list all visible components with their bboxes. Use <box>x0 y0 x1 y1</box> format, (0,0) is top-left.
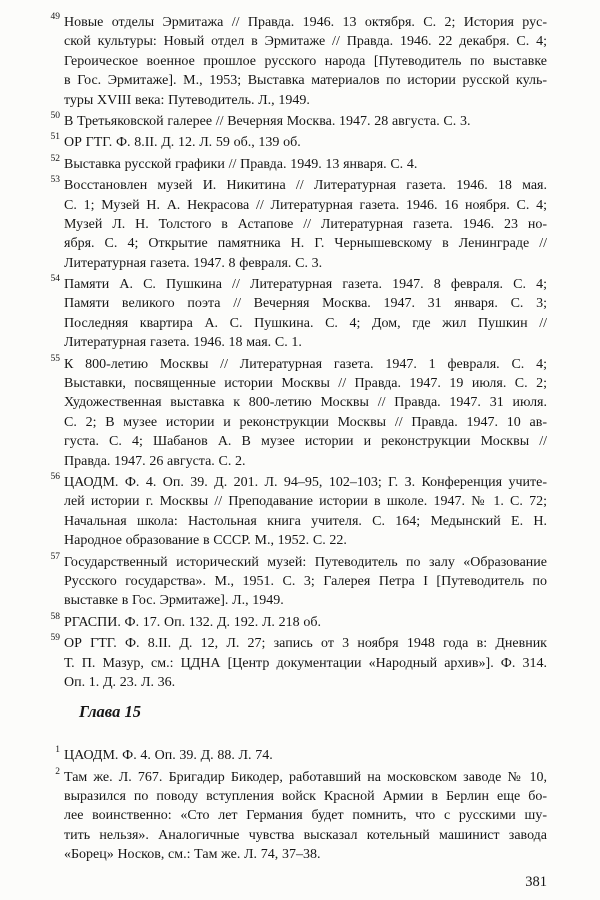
endnote-line: ября. С. 4; Открытие памятника Н. Г. Чернышевскому в Ленинграде // <box>64 236 547 252</box>
endnotes-text-block <box>50 12 547 891</box>
endnote-line: ЦАОДМ. Ф. 4. Оп. 39. Д. 201. Л. 94–95, 102–103; Г. З. Конференция учите- <box>64 474 547 490</box>
endnote-number: 54 <box>50 274 60 285</box>
endnote-number: 58 <box>50 611 60 622</box>
endnote-line: «Борец» Носков, см.: Там же. Л. 74, 37–38. <box>64 847 321 863</box>
endnote-line: Музей Л. Н. Толстого в Астапове // Литературная газета. 1946. 23 но- <box>64 216 547 232</box>
endnote-line: выставке в Гос. Эрмитаже]. Л., 1949. <box>64 593 284 609</box>
endnote-line: Русского государства». М., 1951. С. 3; Галерея Петра I [Путеводитель по <box>64 573 547 589</box>
endnote-57 <box>50 551 547 611</box>
endnote-line: К 800-летию Москвы // Литературная газета. 1947. 1 февраля. С. 4; <box>64 356 547 372</box>
endnote-line: ОР ГТГ. Ф. 8.II. Д. 12, Л. 27; запись от 3 ноября 1948 года в: Дневник <box>64 636 547 652</box>
endnote-number: 52 <box>50 153 60 164</box>
endnote-number: 53 <box>50 175 60 186</box>
endnote-line: Правда. 1947. 26 августа. С. 2. <box>64 453 246 469</box>
endnote-58 <box>50 611 547 632</box>
endnote-number: 50 <box>50 110 60 121</box>
endnote-line: Последняя квартира А. С. Пушкина. С. 4; Дом, где жил Пушкин // <box>64 315 547 331</box>
endnote-line: ской культуры: Новый отдел в Эрмитаже // Правда. 1946. 22 декабря. С. 4; <box>64 34 547 50</box>
endnote-line: Памяти А. С. Пушкина // Литературная газета. 1947. 8 февраля. С. 4; <box>64 277 547 293</box>
endnote-line: В Третьяковской галерее // Вечерняя Москва. 1947. 28 августа. С. 3. <box>64 113 471 129</box>
endnote-line: Государственный исторический музей: Путеводитель по залу «Образование <box>64 554 547 570</box>
endnote-line: ОР ГТГ. Ф. 8.II. Д. 12. Л. 59 об., 139 об. <box>64 135 301 151</box>
endnote-number: 57 <box>50 551 60 562</box>
endnote-line: Народное образование в СССР. М., 1952. С. 22. <box>64 533 347 549</box>
endnote-ch15-2 <box>55 766 547 865</box>
endnote-number: 59 <box>50 633 60 644</box>
endnote-line: туры XVIII века: Путеводитель. Л., 1949. <box>64 92 310 108</box>
endnote-line: лей истории г. Москвы // Преподавание истории в школе. 1947. № 1. С. 72; <box>64 494 547 510</box>
endnote-line: Выставки, посвященные истории Москвы // Правда. 1947. 19 июля. С. 2; <box>64 376 547 392</box>
endnote-line: Памяти великого поэта // Вечерняя Москва. 1947. 31 января. С. 3; <box>64 296 547 312</box>
endnote-number: 55 <box>50 353 60 364</box>
endnote-line: Оп. 1. Д. 23. Л. 36. <box>64 674 176 690</box>
endnote-50 <box>50 110 547 131</box>
endnote-line: Художественная выставка к 800-летию Москвы // Правда. 1947. 31 июля. <box>64 395 547 411</box>
endnote-line: ЦАОДМ. Ф. 4. Оп. 39. Д. 88. Л. 74. <box>64 748 273 764</box>
endnote-line: выразился по поводу вступления войск Красной Армии в Берлин еще бо- <box>64 789 547 805</box>
endnote-line: Начальная школа: Настольная книга учителя. С. 164; Медынский Е. Н. <box>64 513 547 529</box>
endnote-line: РГАСПИ. Ф. 17. Оп. 132. Д. 192. Л. 218 об. <box>64 614 321 630</box>
endnote-line: тить нельзя». Аналогичные чувства высказал котельный машинист завода <box>64 827 547 843</box>
endnote-line: густа. С. 4; Шабанов А. В музее истории и реконструкции Москвы // <box>64 434 547 450</box>
endnote-line: в Гос. Эрмитаже]. М., 1953; Выставка материалов по истории русской куль- <box>64 73 547 89</box>
chapter-heading: Глава 15 <box>79 702 141 722</box>
endnote-51 <box>50 132 547 152</box>
endnote-49 <box>50 12 547 110</box>
endnote-number: 1 <box>55 745 60 756</box>
endnote-number: 56 <box>50 471 60 482</box>
endnote-line: Литературная газета. 1946. 18 мая. С. 1. <box>64 335 302 351</box>
endnote-ch15-1 <box>55 745 547 765</box>
endnote-line: С. 1; Музей Н. А. Некрасова // Литературная газета. 1946. 16 ноября. С. 4; <box>64 197 547 213</box>
page-number: 381 <box>525 873 547 890</box>
endnote-number: 49 <box>50 12 60 22</box>
endnote-56 <box>50 471 547 551</box>
endnote-line: Восстановлен музей И. Никитина // Литературная газета. 1946. 18 мая. <box>64 178 547 194</box>
endnote-line: Выставка русской графики // Правда. 1949. 13 января. С. 4. <box>64 156 418 172</box>
endnote-line: Героическое военное прошлое русского народа [Путеводитель по выставке <box>64 53 547 69</box>
endnote-line: Литературная газета. 1947. 8 февраля. С. 3. <box>64 255 323 271</box>
endnote-line: Т. П. Мазур, см.: ЦДНА [Центр документации «Народный архив»]. Ф. 314. <box>64 655 547 671</box>
endnote-number: 2 <box>55 766 60 777</box>
endnote-59 <box>50 633 547 692</box>
endnote-53 <box>50 175 547 273</box>
endnote-line: Там же. Л. 767. Бригадир Бикодер, работавший на московском заводе № 10, <box>64 769 547 785</box>
endnote-line: лее воинственно: «Сто лет Германия будет помнить, что с русскими шу- <box>64 808 547 824</box>
endnote-line: С. 2; В музее истории и реконструкции Москвы // Правда. 1947. 10 ав- <box>64 414 547 430</box>
endnote-52 <box>50 153 547 174</box>
endnote-line: Новые отделы Эрмитажа // Правда. 1946. 13 октября. С. 2; История рус- <box>64 15 547 30</box>
endnote-number: 51 <box>50 132 60 143</box>
endnote-54 <box>50 274 547 353</box>
endnote-55 <box>50 353 547 471</box>
